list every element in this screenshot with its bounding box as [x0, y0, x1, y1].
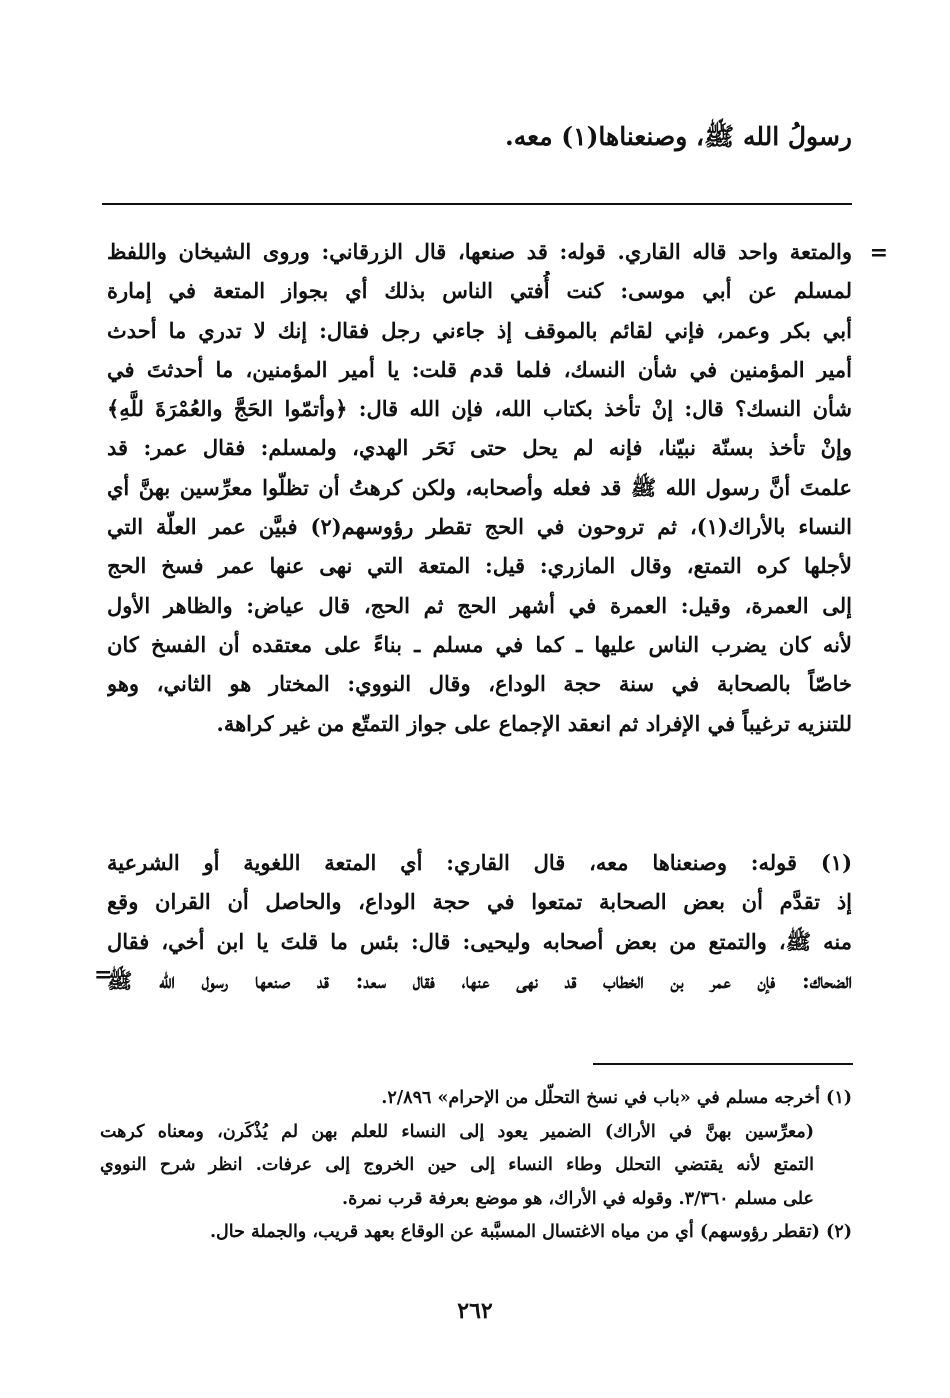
page-number: ٢٦٢: [457, 1298, 493, 1324]
commentary-line: والمتعة واحد قاله القاري. قوله: قد صنعها، قال الزرقاني: وروى الشيخان واللفظ: [107, 239, 852, 264]
note-block: [107, 843, 852, 1000]
commentary-line: لأجلها كره التمتع، وقال المازري: قيل: المتعة التي نهى عنها عمر فسخ الحج: [107, 553, 852, 579]
note-line: الضحاك: فإن عمر بن الخطاب قد نهى عنها، فقال سعد: قد صنعها رسول الله ﷺ: [107, 967, 852, 993]
commentary-line: وإنْ تأخذ بسنّة نبيّنا، فإنه لم يحل حتى نَحَر الهدي، ولمسلم: فقال عمر: قد: [107, 435, 852, 461]
footnote-line: (١) أخرجه مسلم في «باب في نسخ التحلّل من الإحرام» ٢/٨٩٦.: [381, 1088, 852, 1108]
main-text: رسولُ الله ﷺ، وصنعناها(١) معه.: [505, 122, 852, 151]
note-line: منه ﷺ، والتمتع من بعض أصحابه وليحيى: قال: بئس ما قلتَ يا ابن أخي، فقال: [107, 928, 852, 954]
footnotes: [100, 1082, 852, 1250]
commentary-line: إلى العمرة، وقيل: العمرة في أشهر الحج ثم الحج، قال عياض: والظاهر الأول: [107, 592, 852, 618]
commentary-line: أبي بكر وعمر، فإني لقائم بالموقف إذ جاءني رجل فقال: إنك لا تدري ما أحدث: [107, 317, 852, 343]
commentary-line: لأنه كان يضرب الناس عليها ـ كما في مسلم ـ بناءً على معتقده أن الفسخ كان: [107, 631, 852, 657]
commentary-line: شأن النسك؟ قال: إنْ تأخذ بكتاب الله، فإن الله قال: ﴿وأتمّوا الحَجَّ والعُمْرَةَ للَّهِ﴾: [107, 396, 852, 422]
commentary-line: لمسلم عن أبي موسى: كنت أُفتي الناس بذلك أي بجواز المتعة في إمارة: [107, 278, 852, 304]
separator-rule: [102, 203, 852, 205]
footnote-line: على مسلم ٣/٣٦٠. وقوله في الأراك، هو موضع بعرفة قرب نمرة.: [342, 1188, 814, 1209]
note-line: إذ تقدَّم أن بعض الصحابة تمتعوا في حجة الوداع، والحاصل أن القران وقع: [107, 889, 852, 915]
commentary-line: علمتَ أنَّ رسول الله ﷺ قد فعله وأصحابه، ولكن كرهتُ أن تظلّوا معرِّسين بهنَّ أي: [107, 474, 852, 500]
commentary-line: النساء بالأراك(١)، ثم تروحون في الحج تقطر رؤوسهم(٢) فبيَّن عمر العلّة التي: [107, 514, 852, 540]
commentary-block: [107, 232, 852, 743]
continuation-mark-end: =: [94, 962, 113, 988]
footnote-line: (٢) (تقطر رؤوسهم) أي من مياه الاغتسال المسبَّبة عن الوقاع بعهد قريب، والجملة حال.: [209, 1222, 852, 1242]
commentary-line: خاصّاً بالصحابة في سنة حجة الوداع، وقال النووي: المختار هو الثاني، وهو: [107, 671, 852, 697]
continuation-mark-start: =: [869, 240, 888, 266]
footnote-line: التمتع لأنه يقتضي التحلل وطاء النساء إلى حين الخروج إلى عرفات. انظر شرح النووي: [100, 1155, 814, 1175]
commentary-line: للتنزيه ترغيباً في الإفراد ثم انعقد الإجماع على جواز التمتّع من غير كراهة.: [216, 710, 852, 736]
note-line: (١) قوله: وصنعناها معه، قال القاري: أي المتعة اللغوية أو الشرعية: [107, 850, 852, 875]
footnote-line: (معرِّسين بهنَّ في الأراك) الضمير يعود إلى النساء للعلم بهن لم يُذْكَرن، ومعناه كرهت: [100, 1121, 814, 1142]
footnote-rule: [593, 1063, 853, 1065]
commentary-line: أمير المؤمنين في شأن النسك، فلما قدم قلت: يا أمير المؤمنين، ما أحدثتَ في: [107, 356, 852, 382]
